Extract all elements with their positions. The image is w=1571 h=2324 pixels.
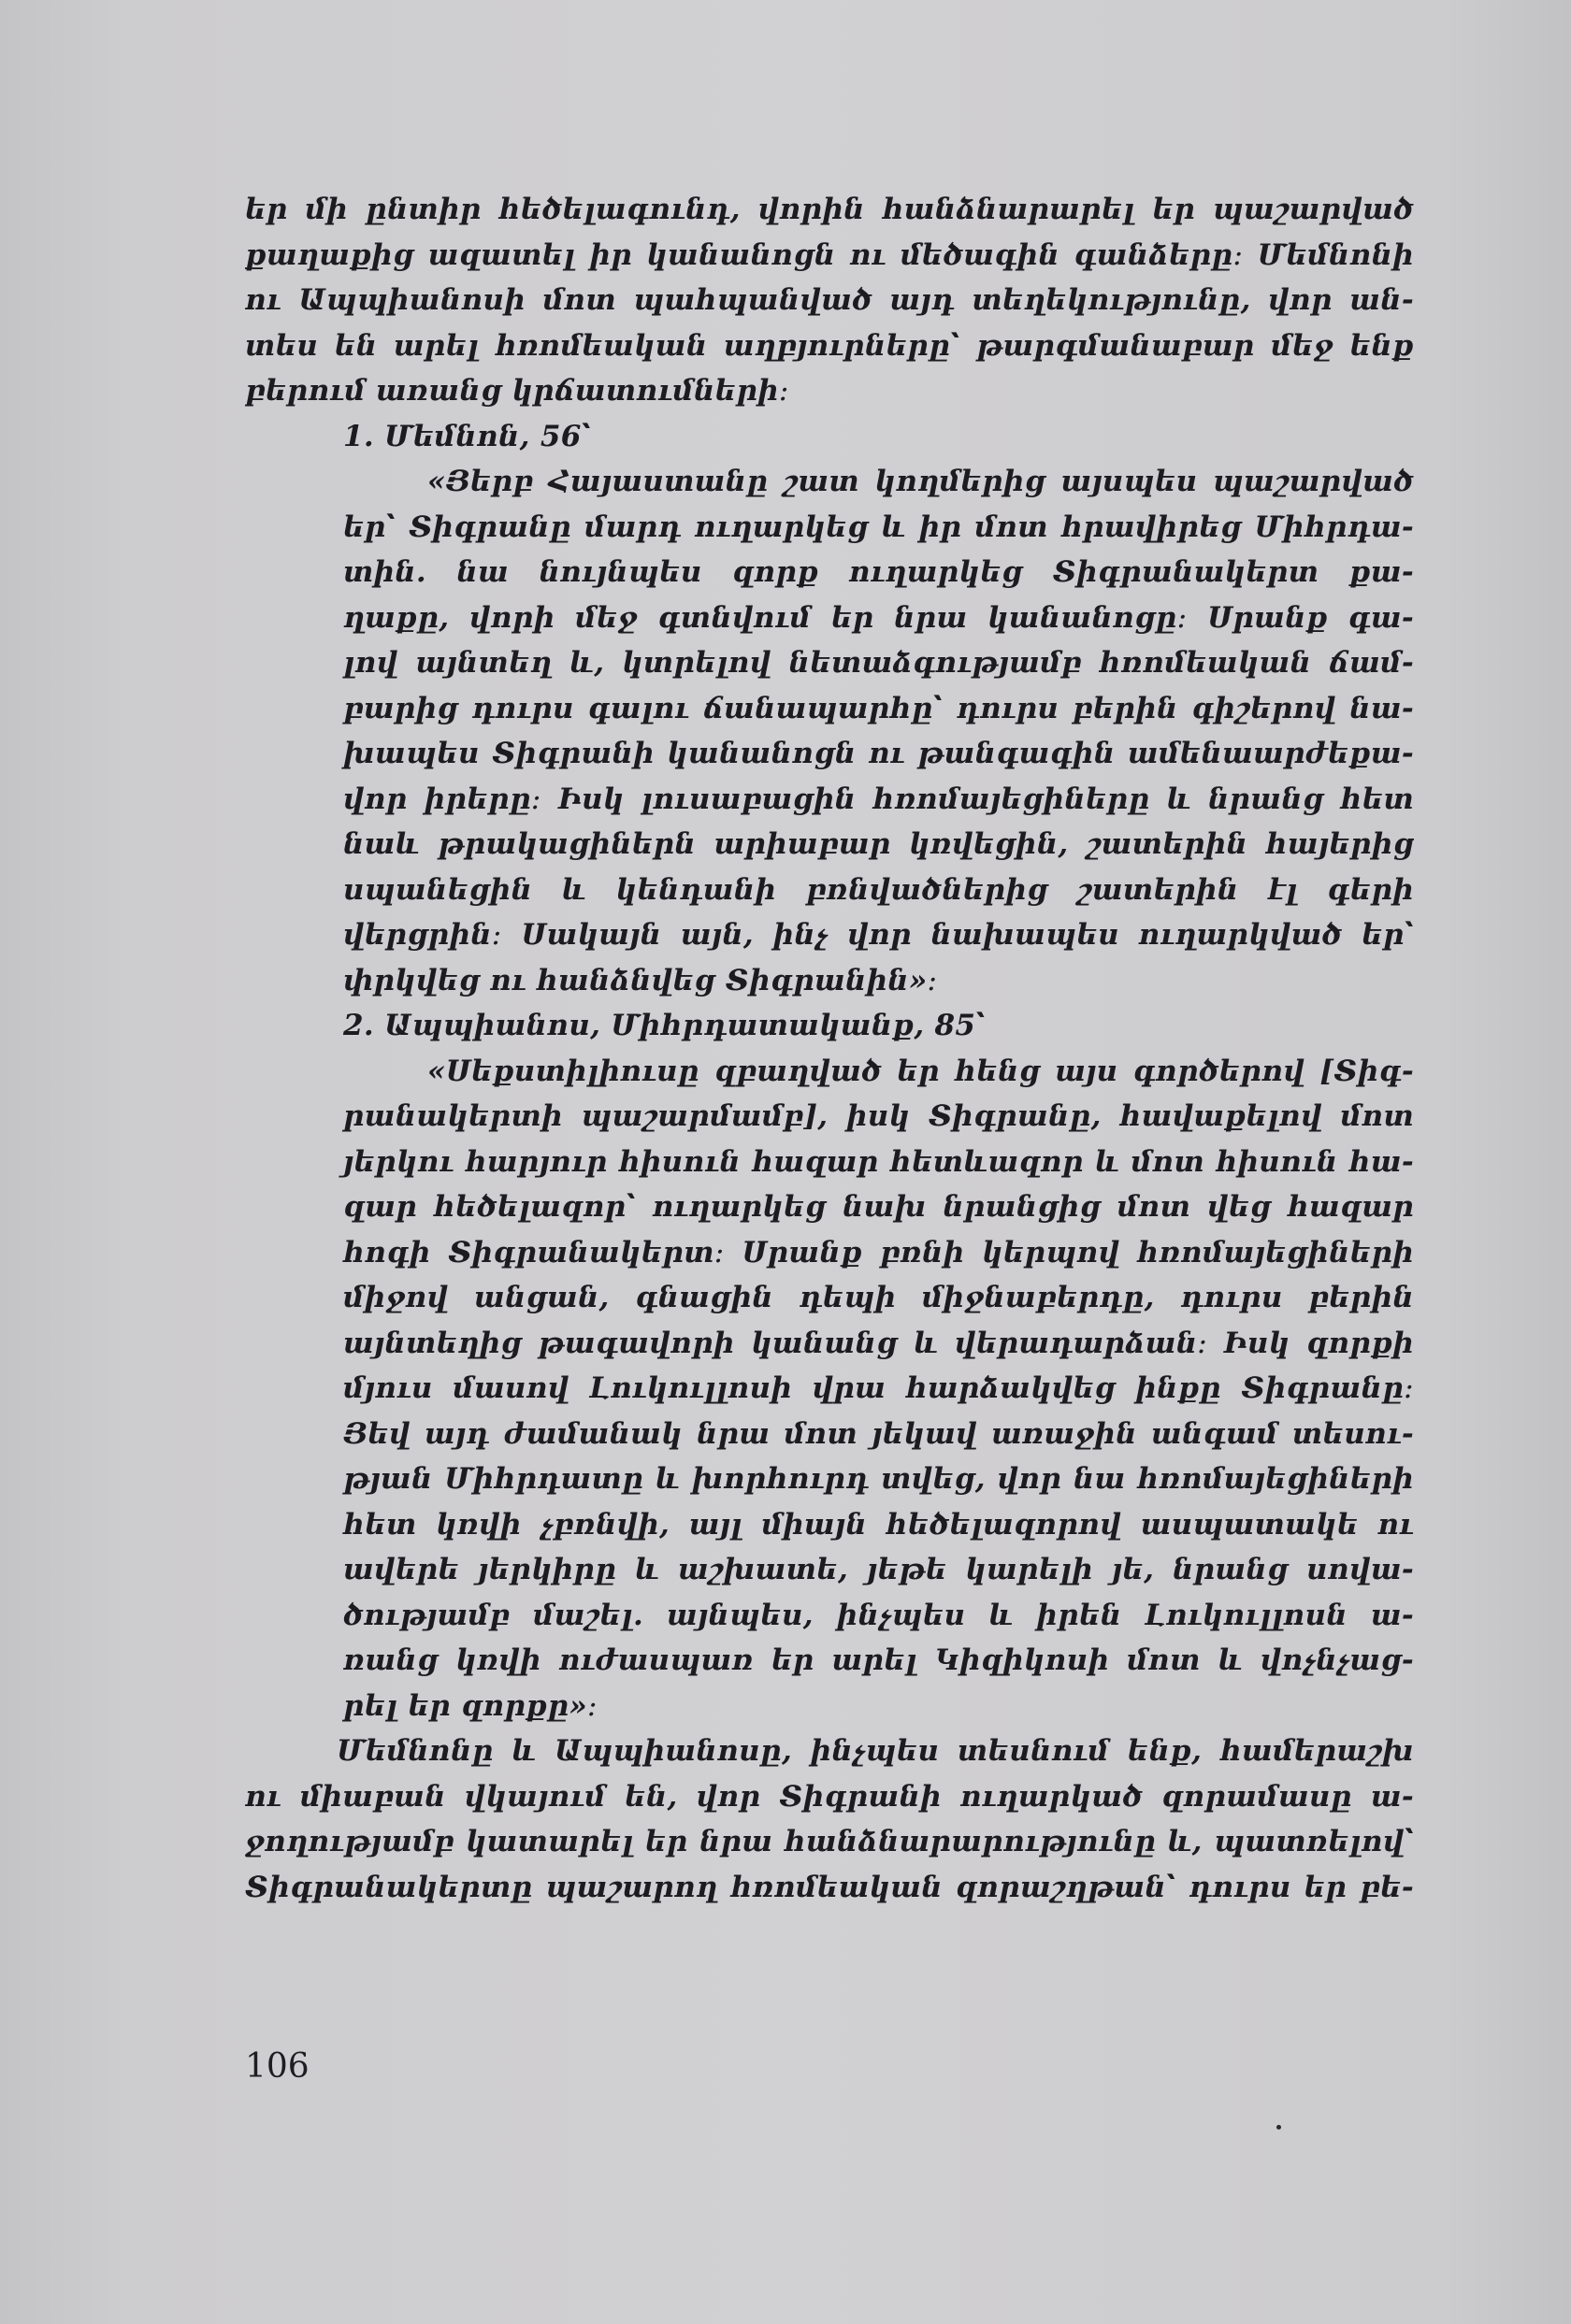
- quote-line: Յեվ այդ ժամանակ նրա մոտ յեկավ առաջին անգամ տեսու-: [343, 1416, 1414, 1451]
- intro-line: եր մի ընտիր հեծելագունդ, վորին հանձնարարել եր պաշարված: [245, 193, 1414, 226]
- quote-line: ղաքը, վորի մեջ գտնվում եր նրա կանանոցը։ Սրանք գա-: [343, 600, 1414, 635]
- page-number: 106: [245, 2047, 310, 2086]
- page-text: [245, 187, 1414, 1910]
- quote-line: մյուս մասով Լուկուլլոսի վրա հարձակվեց ինքը Տիգրանը։: [343, 1371, 1414, 1405]
- quote-line: ծությամբ մաշել. այնպես, ինչպես և իրեն Լուկուլլոսն ա-: [343, 1598, 1414, 1632]
- quote-line: րանակերտի պաշարմամբ], իսկ Տիգրանը, հավաքելով մոտ: [343, 1099, 1414, 1133]
- intro-line: բերում առանց կրճատումների։: [245, 374, 789, 408]
- source-heading-appian: 2. Ապպիանոս, Միհրդատականք, 85՝: [343, 1009, 986, 1042]
- quote-line: խապես Տիգրանի կանանոցն ու թանգագին ամենաարժեքա-: [343, 737, 1414, 770]
- intro-line: քաղաքից ազատել իր կանանոցն ու մեծագին գանձերը։ Մեմնոնի: [245, 237, 1414, 272]
- intro-line: ու Ապպիանոսի մոտ պահպանված այդ տեղեկությունը, վոր ան-: [245, 283, 1414, 317]
- paper-speck: [1276, 2125, 1281, 2130]
- quote-line: զար հեծելազոր՝ ուղարկեց նախ նրանցից մոտ վեց հազար: [343, 1190, 1414, 1224]
- quote-line: տին. նա նույնպես զորք ուղարկեց Տիգրանակերտ քա-: [343, 555, 1414, 589]
- intro-paragraph: [245, 187, 1414, 414]
- closing-paragraph: [245, 1729, 1414, 1910]
- quote-line: վերցրին։ Սակայն այն, ինչ վոր նախապես ուղարկված եր՝: [343, 918, 1414, 952]
- quote-line: յերկու հարյուր հիսուն հազար հետևազոր և մոտ հիսուն հա-: [343, 1144, 1414, 1179]
- quote-line: միջով անցան, գնացին դեպի միջնաբերդը, դուրս բերին: [343, 1281, 1414, 1314]
- closing-line: ու միաբան վկայում են, վոր Տիգրանի ուղարկած զորամասը ա-: [245, 1779, 1414, 1814]
- closing-line: Մեմնոնը և Ապպիանոսը, ինչպես տեսնում ենք, համերաշխ: [337, 1734, 1414, 1768]
- quote-line: հոգի Տիգրանակերտ։ Սրանք բռնի կերպով հռոմայեցիների: [343, 1235, 1414, 1270]
- intro-line: տես են արել հռոմեական աղբյուրները՝ թարգմանաբար մեջ ենք: [245, 328, 1414, 363]
- quote-line: «Սեքստիլիուսը զբաղված եր հենց այս գործերով [Տիգ-: [427, 1054, 1414, 1088]
- quote-line: եր՝ Տիգրանը մարդ ուղարկեց և իր մոտ հրավիրեց Միհրդա-: [343, 509, 1414, 544]
- quote-line: ավերե յերկիրը և աշխատե, յեթե կարելի յե, նրանց սովա-: [343, 1553, 1414, 1586]
- source-heading-memnon: 1. Մեմնոն, 56՝: [343, 419, 591, 453]
- closing-line: ջողությամբ կատարել եր նրա հանձնարարությունը և, պատռելով՝: [245, 1825, 1414, 1858]
- quote-line: վոր իրերը։ Իսկ լուսաբացին հռոմայեցիները և նրանց հետ: [343, 782, 1414, 816]
- quote-line: բարից դուրս գալու ճանապարհը՝ դուրս բերին գիշերով նա-: [343, 691, 1414, 725]
- quote-line: «Յերբ Հայաստանը շատ կողմերից այսպես պաշարված: [427, 465, 1414, 498]
- quote-line: նաև թրակացիներն արիաբար կռվեցին, շատերին հայերից: [343, 827, 1414, 861]
- quote-appian: [245, 1049, 1414, 1729]
- quote-line: սպանեցին և կենդանի բռնվածներից շատերին էլ գերի: [343, 872, 1414, 907]
- quote-line: այնտեղից թագավորի կանանց և վերադարձան։ Իսկ զորքի: [343, 1326, 1414, 1360]
- quote-memnon: [245, 459, 1414, 1003]
- closing-line: Տիգրանակերտը պաշարող հռոմեական զորաշղթան՝ դուրս եր բե-: [245, 1870, 1414, 1904]
- quote-line: հետ կռվի չբռնվի, այլ միայն հեծելազորով ասպատակե ու: [343, 1507, 1414, 1542]
- quote-line: ռանց կռվի ուժասպառ եր արել Կիզիկոսի մոտ և վոչնչաց-: [343, 1643, 1414, 1677]
- quote-line: փրկվեց ու հանձնվեց Տիգրանին»։: [343, 963, 938, 997]
- quote-line: լով այնտեղ և, կտրելով նետաձգությամբ հռոմեական ճամ-: [343, 646, 1414, 680]
- quote-line: թյան Միհրդատը և խորհուրդ տվեց, վոր նա հռոմայեցիների: [343, 1462, 1414, 1496]
- quote-line: րել եր զորքը»։: [343, 1688, 598, 1723]
